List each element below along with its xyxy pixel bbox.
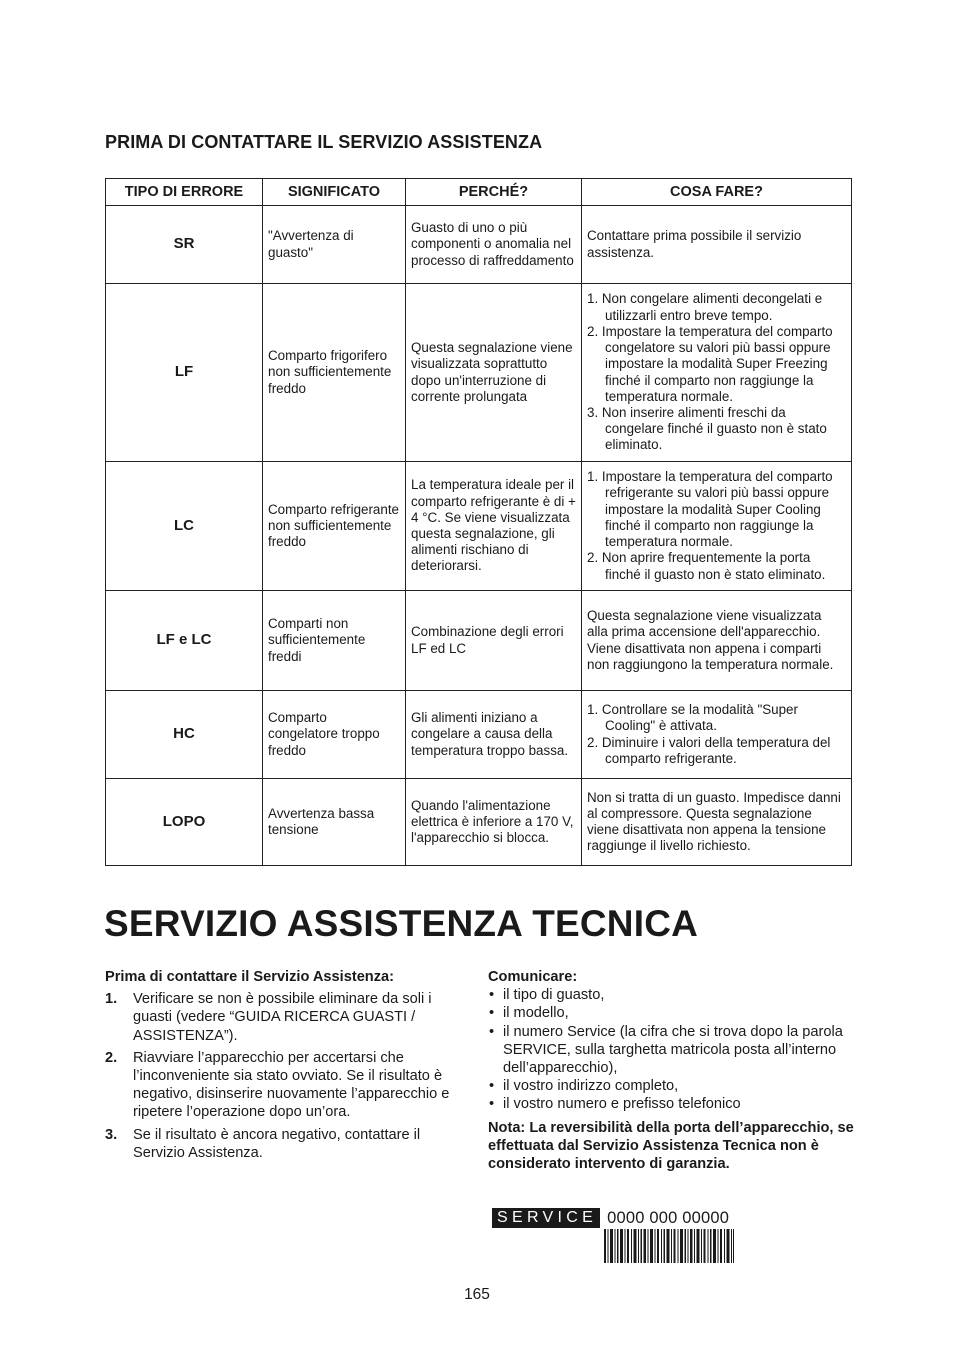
error-table	[105, 178, 852, 866]
list-item	[488, 1095, 856, 1113]
service-label	[492, 1208, 729, 1228]
communicate-section	[488, 968, 856, 1173]
error-meaning: Comparti non sufficientemente freddi	[263, 591, 406, 691]
bullet-text: il vostro indirizzo completo,	[503, 1078, 679, 1095]
error-action: Non si tratta di un guasto. Impedisce danni al compressore. Questa segnalazione viene disattivata non appena la tensione raggiunge il livello richiesto.	[582, 779, 852, 866]
error-cause: Gli alimenti iniziano a congelare a causa della temperatura troppo bassa.	[406, 691, 582, 779]
list-item	[105, 1049, 473, 1122]
header-what-to-do: COSA FARE?	[582, 179, 852, 206]
error-meaning: Comparto congelatore troppo freddo	[263, 691, 406, 779]
error-code: LOPO	[106, 779, 263, 866]
action-step: 2. Impostare la temperatura del comparto congelatore su valori più bassi oppure impostare la modalità Super Freezing finché il comparto non raggiunge la temperatura normale.	[587, 323, 833, 404]
section-heading: PRIMA DI CONTATTARE IL SERVIZIO ASSISTENZA	[105, 132, 543, 152]
bullet-icon: •	[489, 1023, 495, 1040]
step-number: 2.	[105, 1049, 118, 1066]
action-step: 1. Controllare se la modalità "Super Cooling" è attivata.	[587, 702, 798, 734]
step-text: Se il risultato è ancora negativo, contattare il Servizio Assistenza.	[133, 1126, 421, 1161]
action-step: 1. Impostare la temperatura del comparto refrigerante su valori più bassi oppure impostare la modalità Super Cooling finché il comparto non raggiunge la temperatura normale.	[587, 469, 833, 550]
error-cause: Combinazione degli errori LF ed LC	[406, 591, 582, 691]
error-code: SR	[106, 206, 263, 284]
list-item	[488, 986, 856, 1004]
error-code: LF e LC	[106, 591, 263, 691]
table-row	[106, 691, 852, 779]
error-meaning: "Avvertenza di guasto"	[263, 206, 406, 284]
before-contact-steps	[105, 990, 473, 1162]
error-meaning: Comparto refrigerante non sufficientemente freddo	[263, 462, 406, 591]
bullet-icon: •	[489, 1096, 495, 1113]
page-title: SERVIZIO ASSISTENZA TECNICA	[104, 903, 699, 944]
table-row	[106, 779, 852, 866]
error-meaning: Avvertenza bassa tensione	[263, 779, 406, 866]
table-row	[106, 284, 852, 462]
bullet-text: il modello,	[503, 1005, 569, 1022]
list-item	[105, 1126, 473, 1162]
bullet-icon: •	[489, 987, 495, 1004]
table-header-row	[106, 179, 852, 206]
warranty-note: Nota: La reversibilità della porta dell’apparecchio, se effettuata dal Servizio Assistenza Tecnica non è considerato intervento di garanzia.	[488, 1119, 854, 1173]
service-badge: SERVICE	[492, 1208, 600, 1228]
error-code: HC	[106, 691, 263, 779]
error-code: LC	[106, 462, 263, 591]
step-text: Riavviare l’apparecchio per accertarsi che l’inconveniente sia stato ovviato. Se il risultato è negativo, disinserire nuovamente l’apparecchio e ripetere l’operazione dopo un’ora.	[133, 1049, 450, 1121]
service-number: 0000 000 00000	[607, 1208, 730, 1227]
bullet-text: il vostro numero e prefisso telefonico	[503, 1096, 741, 1113]
barcode-icon	[604, 1229, 734, 1263]
error-action	[582, 462, 852, 591]
communicate-list	[488, 986, 856, 1113]
communicate-heading: Comunicare:	[488, 969, 578, 985]
error-cause: La temperatura ideale per il comparto refrigerante è di + 4 °C. Se viene visualizzata questa segnalazione, gli alimenti rischiano di deteriorarsi.	[406, 462, 582, 591]
table-row	[106, 462, 852, 591]
header-error-type: TIPO DI ERRORE	[106, 179, 263, 206]
action-step: 3. Non inserire alimenti freschi da congelare finché il guasto non è stato eliminato.	[587, 404, 827, 453]
header-why: PERCHÉ?	[406, 179, 582, 206]
table-row	[106, 206, 852, 284]
bullet-icon: •	[489, 1078, 495, 1095]
list-item	[488, 1004, 856, 1022]
before-contact-section	[105, 968, 473, 1166]
bullet-text: il numero Service (la cifra che si trova dopo la parola SERVICE, sulla targhetta matricola posta all’interno dell’apparecchio),	[503, 1023, 843, 1077]
error-code: LF	[106, 284, 263, 462]
error-cause: Guasto di uno o più componenti o anomalia nel processo di raffreddamento	[406, 206, 582, 284]
action-step: 2. Diminuire i valori della temperatura del comparto refrigerante.	[587, 734, 831, 766]
step-text: Verificare se non è possibile eliminare da soli i guasti (vedere “GUIDA RICERCA GUASTI / ASSISTENZA”).	[133, 991, 432, 1044]
step-number: 3.	[105, 1126, 118, 1143]
action-step: 1. Non congelare alimenti decongelati e utilizzarli entro breve tempo.	[587, 291, 823, 323]
error-cause: Quando l'alimentazione elettrica è inferiore a 170 V, l'apparecchio si blocca.	[406, 779, 582, 866]
bullet-icon: •	[489, 1005, 495, 1022]
error-action	[582, 691, 852, 779]
error-cause: Questa segnalazione viene visualizzata soprattutto dopo un'interruzione di corrente prolungata	[406, 284, 582, 462]
list-item	[488, 1023, 856, 1078]
error-meaning: Comparto frigorifero non sufficientemente freddo	[263, 284, 406, 462]
before-contact-heading: Prima di contattare il Servizio Assistenza:	[105, 969, 394, 985]
bullet-text: il tipo di guasto,	[503, 987, 605, 1004]
step-number: 1.	[105, 991, 118, 1008]
error-action	[582, 284, 852, 462]
list-item	[105, 990, 473, 1045]
page-number: 165	[464, 1286, 490, 1303]
header-meaning: SIGNIFICATO	[263, 179, 406, 206]
error-action: Contattare prima possibile il servizio assistenza.	[582, 206, 852, 284]
table-row	[106, 591, 852, 691]
action-step: 2. Non aprire frequentemente la porta finché il guasto non è stato eliminato.	[587, 550, 826, 582]
list-item	[488, 1077, 856, 1095]
error-action: Questa segnalazione viene visualizzata alla prima accensione dell'apparecchio. Viene disattivata non appena i comparti non raggiungono la temperatura normale.	[582, 591, 852, 691]
